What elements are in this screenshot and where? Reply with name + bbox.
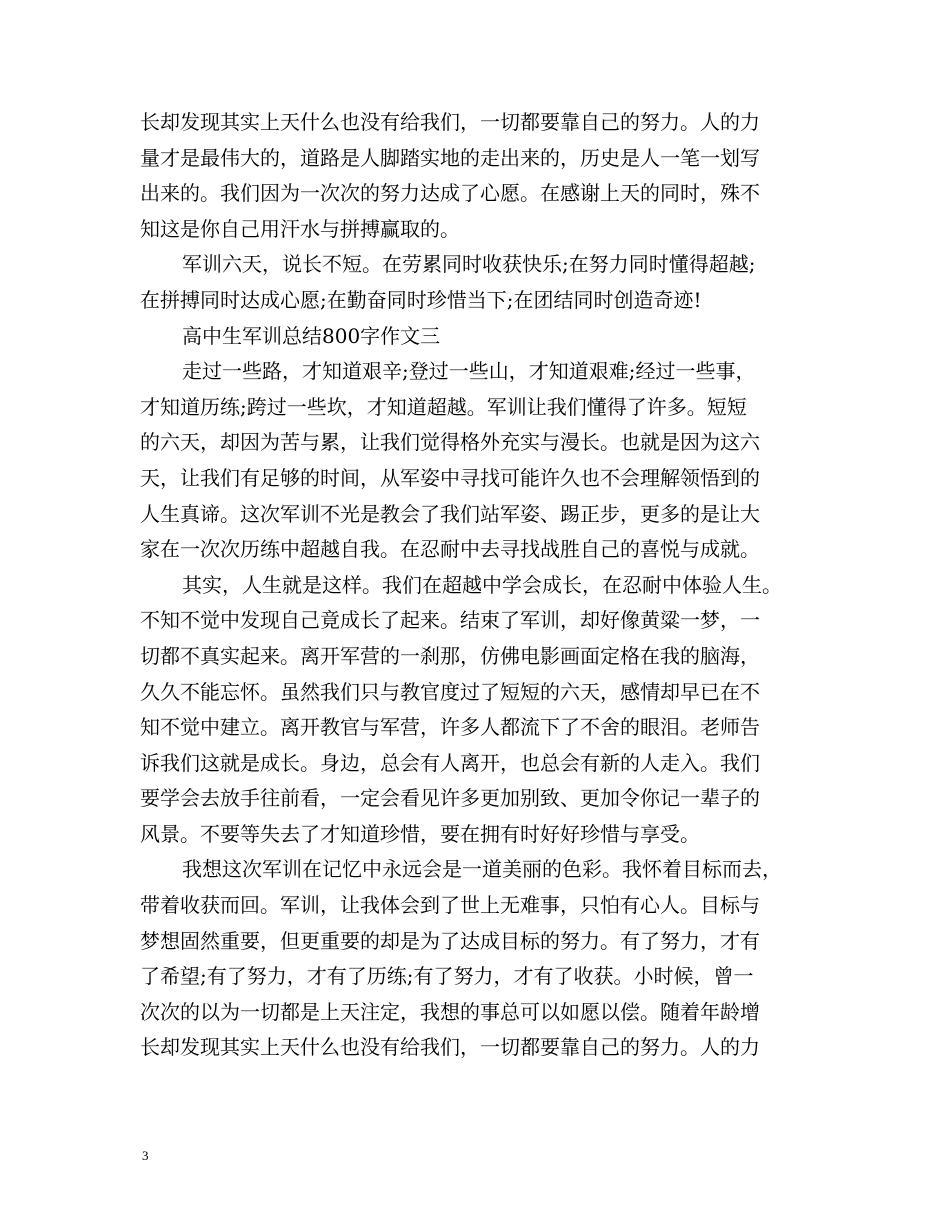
text-line: 次次的以为一切都是上天注定，我想的事总可以如愿以偿。随着年龄增	[140, 999, 760, 1024]
section-heading: 高中生军训总结800字作文三	[182, 323, 441, 348]
text-line: 出来的。我们因为一次次的努力达成了心愿。在感谢上天的同时，殊不	[140, 181, 760, 206]
paragraph-start-line: 其实，人生就是这样。我们在超越中学会成长，在忍耐中体验人生。	[182, 572, 782, 597]
text-line: 在拼搏同时达成心愿;在勤奋同时珍惜当下;在团结同时创造奇迹!	[140, 287, 702, 312]
text-line: 久久不能忘怀。虽然我们只与教官度过了短短的六天，感情却早已在不	[140, 679, 760, 704]
text-line: 知这是你自己用汗水与拼搏赢取的。	[140, 216, 460, 241]
text-line: 了希望;有了努力，才有了历练;有了努力，才有了收获。小时候，曾一	[140, 964, 754, 989]
text-line: 要学会去放手往前看，一定会看见许多更加别致、更加令你记一辈子的	[140, 786, 760, 811]
text-line: 诉我们这就是成长。身边，总会有人离开，也总会有新的人走入。我们	[140, 750, 760, 775]
text-line: 天，让我们有足够的时间，从军姿中寻找可能许久也不会理解领悟到的	[140, 465, 760, 490]
text-line: 量才是最伟大的，道路是人脚踏实地的走出来的，历史是人一笔一划写	[140, 145, 760, 170]
text-line: 的六天，却因为苦与累，让我们觉得格外充实与漫长。也就是因为这六	[140, 430, 760, 455]
text-line: 带着收获而回。军训，让我体会到了世上无难事，只怕有心人。目标与	[140, 893, 760, 918]
paragraph-start-line: 我想这次军训在记忆中永远会是一道美丽的色彩。我怀着目标而去，	[182, 857, 782, 882]
document-body	[140, 105, 830, 1066]
text-line: 不知不觉中发现自己竟成长了起来。结束了军训，却好像黄粱一梦，一	[140, 608, 760, 633]
text-line: 切都不真实起来。离开军营的一刹那，仿佛电影画面定格在我的脑海，	[140, 643, 760, 668]
page-number: 3	[142, 1148, 149, 1163]
paragraph-start-line: 走过一些路，才知道艰辛;登过一些山，才知道艰难;经过一些事，	[182, 359, 756, 384]
text-line: 人生真谛。这次军训不光是教会了我们站军姿、踢正步，更多的是让大	[140, 501, 760, 526]
text-line: 家在一次次历练中超越自我。在忍耐中去寻找战胜自己的喜悦与成就。	[140, 537, 760, 562]
text-line: 长却发现其实上天什么也没有给我们，一切都要靠自己的努力。人的力	[140, 110, 760, 134]
text-line: 梦想固然重要，但更重要的却是为了达成目标的努力。有了努力，才有	[140, 928, 760, 953]
text-line: 才知道历练;跨过一些坎，才知道超越。军训让我们懂得了许多。短短	[140, 394, 747, 419]
text-line: 风景。不要等失去了才知道珍惜，要在拥有时好好珍惜与享受。	[140, 821, 700, 846]
text-line: 知不觉中建立。离开教官与军营，许多人都流下了不舍的眼泪。老师告	[140, 715, 760, 740]
text-line: 长却发现其实上天什么也没有给我们，一切都要靠自己的努力。人的力	[140, 1035, 760, 1060]
paragraph-start-line: 军训六天，说长不短。在劳累同时收获快乐;在努力同时懂得超越;	[182, 252, 756, 277]
